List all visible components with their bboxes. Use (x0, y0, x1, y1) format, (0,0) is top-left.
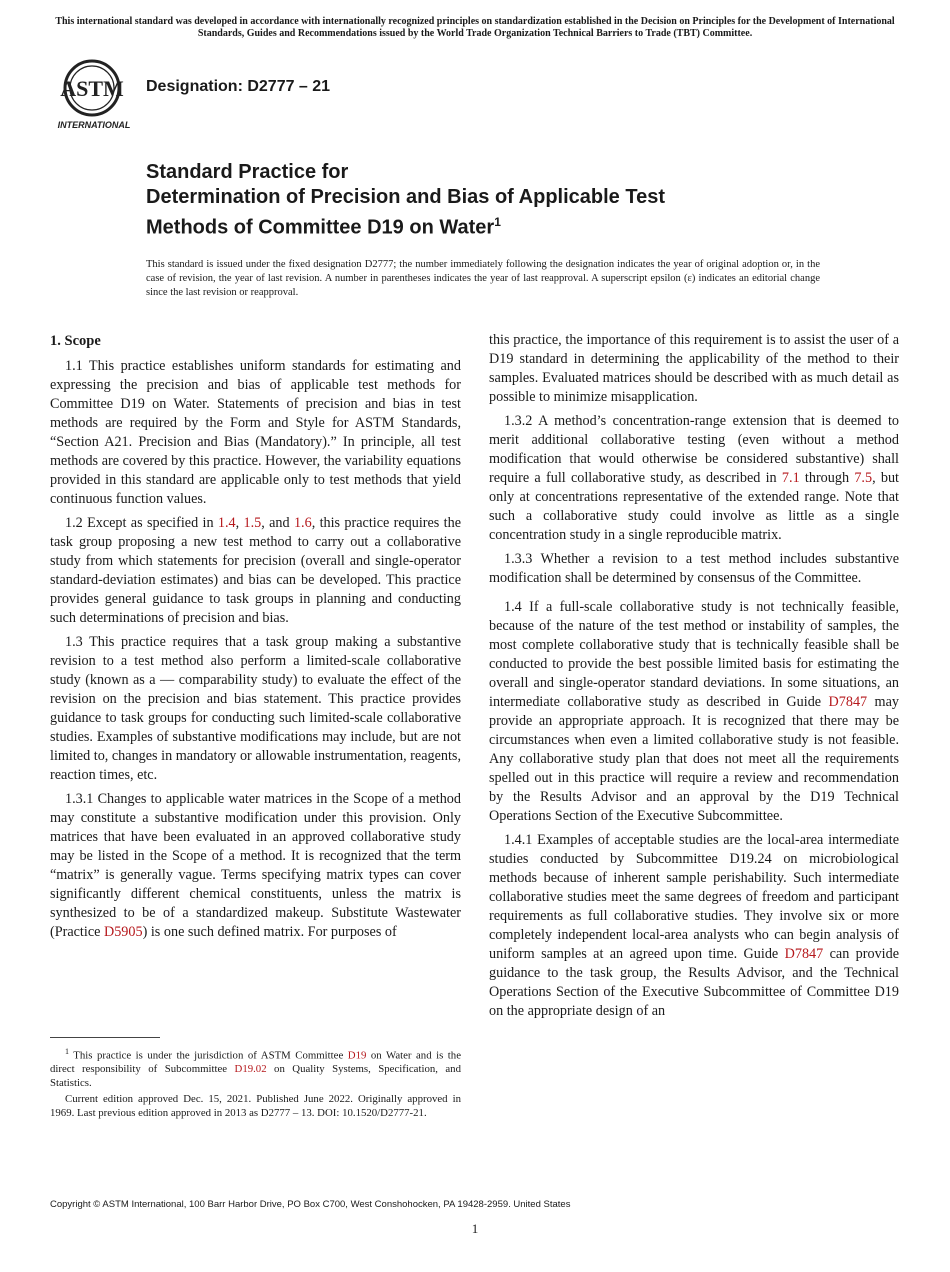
paragraph-1-3-2: 1.3.2 A method’s concentration-range extension that is deemed to merit additional collaborative testing (even without a method modification that would otherwise be considered substantive) shall require a full collaborative study, as described in 7.1 through 7.5, but only at concentrations representative of the extended range. Note that such a collaborative study could involve as little as a single concentration study in a single reproducible matrix. (489, 413, 900, 543)
designation: Designation: D2777 – 21 (146, 78, 331, 95)
page-number: 1 (471, 1221, 479, 1236)
international-standard-notice: This international standard was developed in accordance with internationally recognized principles on standardization established in the Decision on Principles for the Development of International Standards, Guides and Recommendations issued by the World Trade Organization Technical Barriers to Trade (TBT) Committee. (55, 16, 895, 39)
xref-link-1-4[interactable]: 1.4 (217, 515, 236, 531)
title-line-3: Methods of Committee D19 on Water (146, 216, 495, 239)
xref-link-7-1[interactable]: 7.1 (781, 470, 800, 486)
paragraph-1-3: 1.3 This practice requires that a task group making a substantive revision to a test method also perform a limited-scale collaborative study (known as a — comparability study) to evaluate the effect of the revision on the precision and bias statement. This practice provides guidance to task groups for conducting such limited-scale collaborative studies. Examples of substantive modifications may include, but are not limited to, changes in mandatory or allowable instrumentation, reagents, reaction times, etc. (50, 634, 461, 783)
title-line-1: Standard Practice for (146, 161, 349, 183)
left-column (50, 331, 461, 947)
title-line-2: Determination of Precision and Bias of Applicable Test (146, 186, 665, 208)
footnote-1: $^1$ This practice is under the jurisdiction of ASTM Committee D19 on Water and is the direct responsibility of Subcommittee D19.02 on Quality Systems, Specification, and Statistics. (50, 1047, 461, 1089)
paragraph-1-3-1-continued: this practice, the importance of this requirement is to assist the user of a D19 standard in determining the applicability of the method to their samples. Evaluated matrices should be described with as much detail as possible to minimize misapplication. (489, 332, 899, 405)
footnotes (50, 1045, 461, 1123)
document-title (146, 160, 886, 241)
xref-link-1-5[interactable]: 1.5 (243, 515, 262, 531)
paragraph-1-2: 1.2 Except as specified in 1.4, 1.5, and 1.6, this practice requires the task group proposing a new test method to carry out a collaborative study from which statements for precision (overall and single-operator standard-deviation estimates) and bias can be developed. This practice provides general guidance to task groups in planning and conducting such determinations of precision and bias. (50, 515, 461, 626)
title-footnote-mark: 1 (494, 215, 501, 229)
xref-link-1-6[interactable]: 1.6 (293, 515, 312, 531)
logo-subtext: INTERNATIONAL (57, 120, 131, 130)
footnote-divider (50, 1037, 160, 1038)
paragraph-1-1: 1.1 This practice establishes uniform standards for estimating and expressing the precision and bias of applicable test methods for Committee D19 on Water. Statements of precision and bias in test methods are required by the Form and Style for ASTM Standards, “Section A21. Precision and Bias (Mandatory).” In principle, all test methods are covered by this practice. However, the variability equations provided in this standard are applicable only to test methods that yield continuous function values. (50, 358, 461, 507)
paragraph-1-4: 1.4 If a full-scale collaborative study is not technically feasible, because of the nature of the test method or instability of samples, the most complete collaborative study that is technically feasible shall be conducted to provide the best possible limited basis for estimating the overall and single-operator standard deviations. In some situations, an intermediate collaborative study as described in Guide D7847 may provide an appropriate approach. It is recognized that there may be circumstances when even a limited collaborative study is not feasible. Any collaborative study plan that does not meet all the requirements spelled out in this practice will require a review and recommendation by the Results Advisor and an approval by the D19 Technical Operations Section of the Executive Subcommittee. (489, 599, 899, 824)
astm-logo (52, 56, 136, 132)
logo-text: ASTM (60, 76, 124, 101)
approval-note: Current edition approved Dec. 15, 2021. Published June 2022. Originally approved in 1969. Last previous edition approved in 2013 as D2777 – 13. DOI: 10.1520/D2777-21. (50, 1093, 461, 1119)
xref-link-d7847[interactable]: D7847 (828, 694, 868, 710)
copyright-notice: Copyright © ASTM International, 100 Barr Harbor Drive, PO Box C700, West Conshohocken, PA 19428-2959. United States (50, 1199, 571, 1210)
right-column (489, 331, 899, 1026)
xref-link-7-5[interactable]: 7.5 (854, 470, 873, 486)
xref-link-d19[interactable]: D19 (347, 1049, 367, 1062)
xref-link-d19-02[interactable]: D19.02 (234, 1063, 267, 1076)
xref-link-d5905[interactable]: D5905 (103, 924, 143, 940)
xref-link-d7847-2[interactable]: D7847 (784, 946, 824, 962)
section-heading-scope: 1. Scope (50, 333, 101, 349)
paragraph-1-3-1: 1.3.1 Changes to applicable water matrices in the Scope of a method may constitute a substantive modification under this provision. Only matrices that have been evaluated in an approved collaborative study may be listed in the Scope of a method. It is recognized that the term “matrix” is generally vague. Terms specifying matrix types can cover significantly different chemical constituents, unless the matrix is synthesized to be of a standardized makeup. Substitute Wastewater (Practice D5905) is one such defined matrix. For purposes of (50, 791, 461, 940)
issuance-note: This standard is issued under the fixed designation D2777; the number immediately following the designation indicates the year of original adoption or, in the case of revision, the year of last revision. A number in parentheses indicates the year of last reapproval. A superscript epsilon (ε) indicates an editorial change since the last revision or reapproval. (146, 259, 820, 298)
paragraph-1-4-1: 1.4.1 Examples of acceptable studies are the local-area intermediate studies conducted by Subcommittee D19.24 on microbiological methods because of inherent sample perishability. Such intermediate collaborative studies meet the same degrees of freedom and participant requirements as full collaborative studies. They involve six or more completely independent local-area analysts who can begin analysis of uniform samples at an agreed upon time. Guide D7847 can provide guidance to the task group, the Results Advisor, and the Technical Operations Section of the Executive Subcommittee of Committee D19 on the appropriate design of an (489, 832, 899, 1019)
paragraph-1-3-3: 1.3.3 Whether a revision to a test method includes substantive modification shall be determined by consensus of the Committee. (489, 551, 899, 586)
